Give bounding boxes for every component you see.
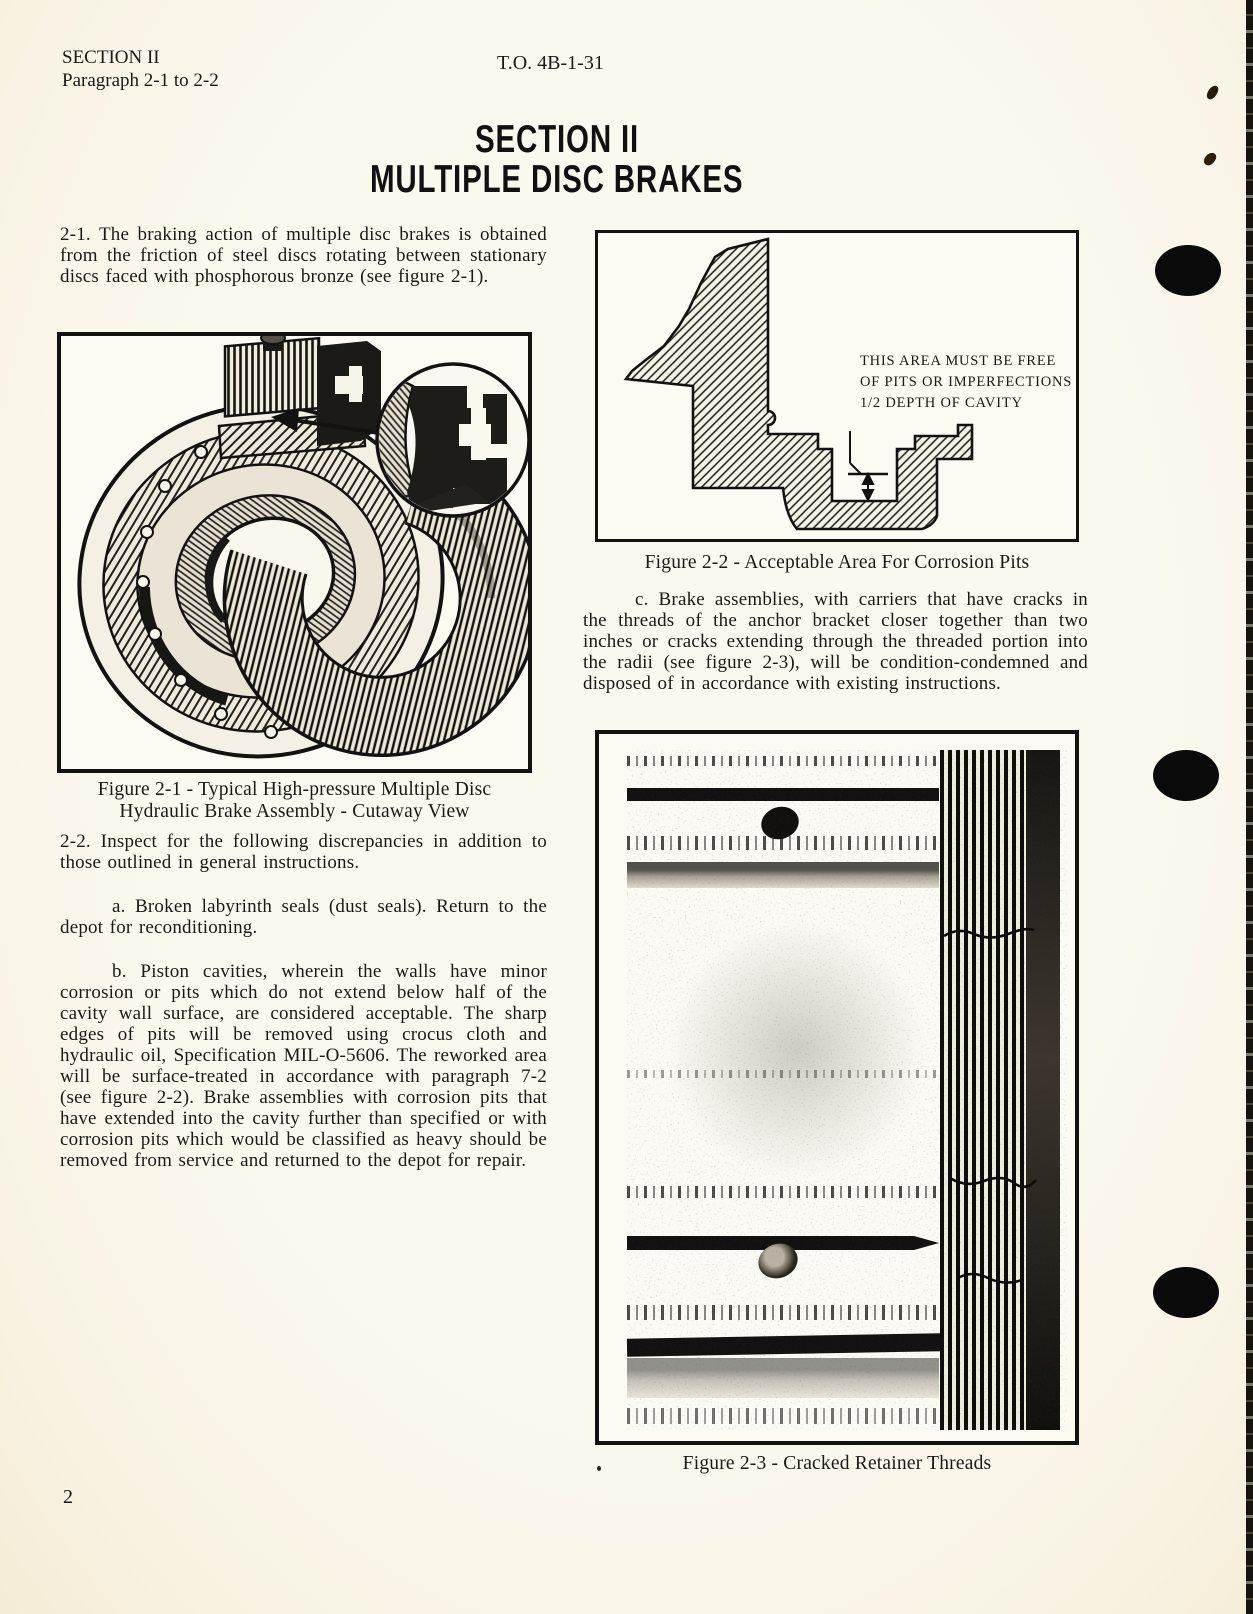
figure-2-2-annotation-line2: OF PITS OR IMPERFECTIONS (860, 374, 1073, 390)
punch-hole-dot-2 (1153, 750, 1219, 801)
paragraph-c: c. Brake assemblies, with carriers that have cracks in the threads of the anchor bracket closer together than two inches or cracks extending through the threaded portion into the radii (see figure 2-3), will be condition-condemned and disposed of in accordance with existing instructions. (583, 589, 1088, 694)
section-title (57, 118, 1057, 160)
punch-hole-dot-3 (1153, 1267, 1219, 1318)
page-number: 2 (63, 1486, 73, 1508)
header-doc-number: T.O. 4B-1-31 (497, 52, 604, 74)
figure-2-2-annotation-line3: 1/2 DEPTH OF CAVITY (860, 395, 1023, 411)
piston-housing (219, 336, 381, 458)
scan-edge-strip (1246, 0, 1253, 1614)
paragraph-b: b. Piston cavities, wherein the walls have minor corrosion or pits which do not extend below half of the cavity wall surface, are considered acceptable. The sharp edges of pits will be removed using crocus cloth and hydraulic oil, Specification MIL-O-5606. The reworked area will be surface-treated in accordance with paragraph 7-2 (see figure 2-2). Brake assemblies with corrosion pits that have extended into the cavity further than specified or with corrosion pits which would be classified as heavy should be removed from service and returned to the depot for repair. (60, 961, 547, 1171)
figure-2-2 (595, 230, 1079, 542)
figure-2-3 (595, 730, 1079, 1445)
figure-2-2-annotation (860, 351, 1072, 414)
ink-speck-2 (1202, 150, 1218, 167)
punch-hole-dot-1 (1155, 245, 1221, 296)
paragraph-2-1: 2-1. The braking action of multiple disc brakes is obtained from the friction of steel discs rotating between stationary discs faced with phosphorous bronze (see figure 2-1). (60, 224, 547, 287)
header-paragraph-range: Paragraph 2-1 to 2-2 (62, 70, 219, 91)
paragraph-2-2: 2-2. Inspect for the following discrepancies in addition to those outlined in general instructions. (60, 831, 547, 873)
figure-2-2-annotation-line1: THIS AREA MUST BE FREE (860, 353, 1057, 369)
figure-2-1 (57, 332, 532, 773)
photo-grain-overlay (627, 750, 1067, 1430)
header-left (62, 46, 219, 92)
section-subtitle (57, 158, 1057, 200)
figure-2-3-caption: Figure 2-3 - Cracked Retainer Threads (682, 1453, 992, 1474)
figure-2-1-caption-line2: Hydraulic Brake Assembly - Cutaway View (119, 801, 470, 822)
header-section-label: SECTION II (62, 47, 160, 68)
figure-2-1-caption-line1: Figure 2-1 - Typical High-pressure Multiple Disc (97, 779, 492, 800)
ink-speck-caption (597, 1466, 601, 1471)
depth-dimension (848, 431, 888, 500)
brake-assembly-illustration (61, 336, 528, 769)
figure-2-2-caption: Figure 2-2 - Acceptable Area For Corrosion Pits (644, 552, 1030, 573)
ink-speck-1 (1205, 84, 1220, 101)
section-title-text: SECTION II (474, 116, 640, 161)
figure-2-1-caption (42, 779, 547, 823)
paragraph-a: a. Broken labyrinth seals (dust seals). Return to the depot for reconditioning. (60, 896, 547, 938)
section-subtitle-text: MULTIPLE DISC BRAKES (370, 156, 744, 201)
figure-2-3-photo (627, 750, 1067, 1430)
